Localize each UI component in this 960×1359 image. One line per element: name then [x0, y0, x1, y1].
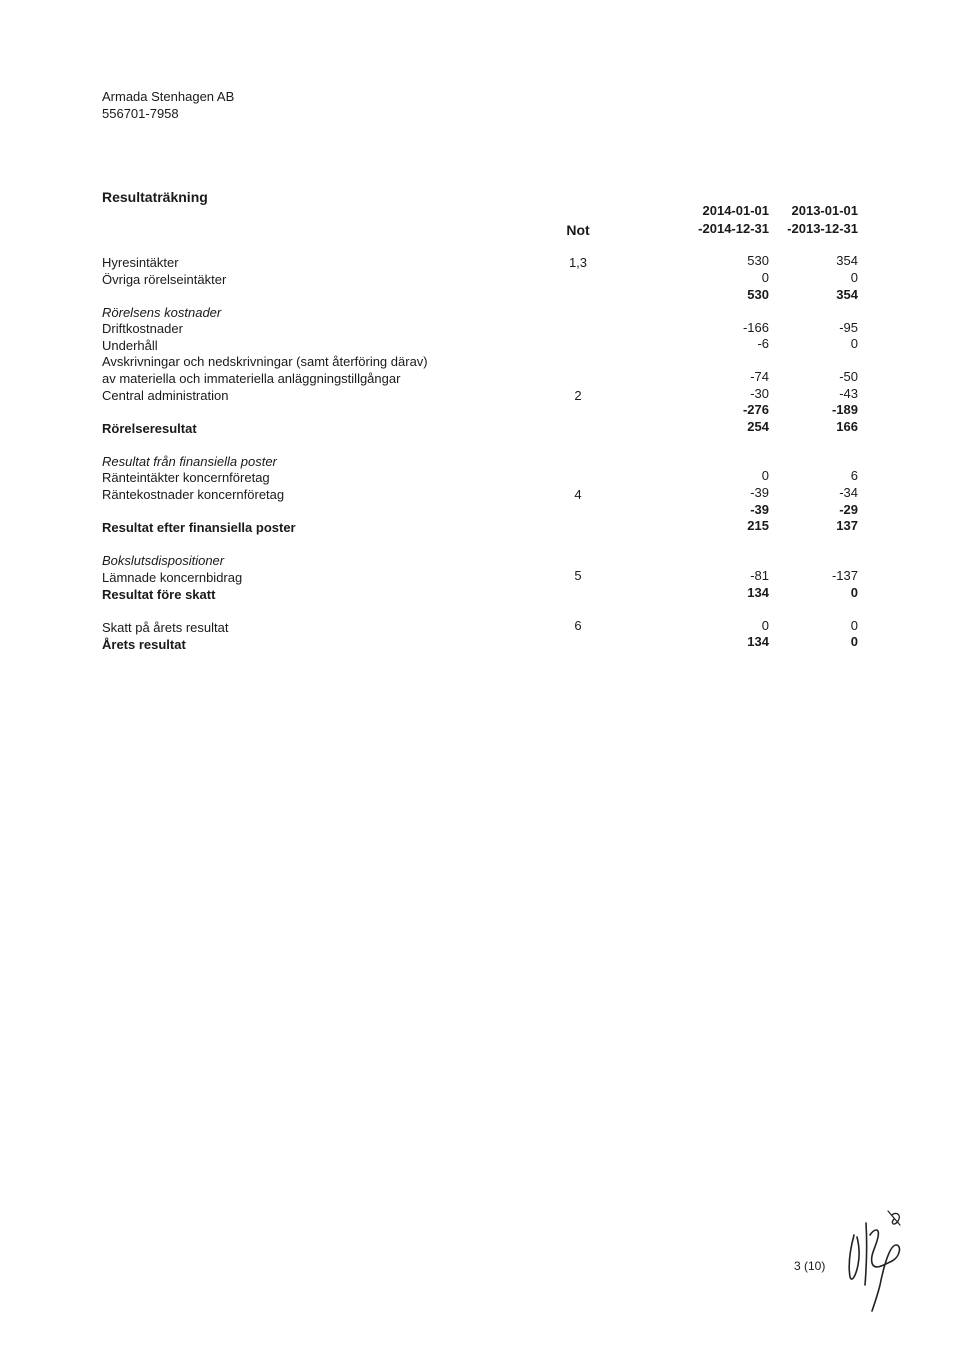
row-value-2014: 134	[747, 634, 769, 649]
row-label: Skatt på årets resultat	[102, 620, 229, 635]
period1-end: -2014-12-31	[698, 221, 769, 236]
row-note: 4	[574, 487, 582, 502]
row-label: Lämnade koncernbidrag	[102, 570, 243, 585]
section-heading: Resultat från finansiella poster	[102, 454, 277, 469]
row-value-2014: -74	[750, 369, 769, 384]
row-label: Övriga rörelseintäkter	[102, 272, 227, 287]
row-value-2013: 166	[836, 419, 858, 434]
row-label: Avskrivningar och nedskrivningar (samt återföring därav)	[102, 354, 428, 369]
row-value-2014: -81	[750, 568, 769, 583]
row-label: Ränteintäkter koncernföretag	[102, 470, 270, 485]
row-note: 5	[574, 568, 582, 583]
row-value-2013: -95	[839, 320, 858, 335]
row-value-2013: 6	[850, 468, 858, 483]
row-label: Hyresintäkter	[102, 255, 179, 270]
row-label: Årets resultat	[102, 637, 186, 652]
row-value-2013: 354	[836, 287, 858, 302]
row-value-2014: -39	[750, 502, 769, 517]
section-heading: Rörelsens kostnader	[102, 305, 222, 320]
row-value-2013: 0	[850, 270, 858, 285]
page-title: Resultaträkning	[102, 189, 208, 205]
row-value-2014: 530	[747, 287, 769, 302]
period2-start: 2013-01-01	[791, 203, 858, 218]
row-value-2013: 0	[850, 618, 858, 633]
row-value-2013: -29	[839, 502, 858, 517]
period1-start: 2014-01-01	[702, 203, 769, 218]
page-number: 3 (10)	[794, 1259, 826, 1273]
row-value-2014: 134	[747, 585, 769, 600]
row-value-2013: 0	[850, 336, 858, 351]
row-value-2013: -34	[839, 485, 858, 500]
row-label: Underhåll	[102, 338, 158, 353]
company-name: Armada Stenhagen AB	[102, 89, 235, 104]
row-value-2014: -39	[750, 485, 769, 500]
row-value-2014: 215	[747, 518, 769, 533]
row-label: Rörelseresultat	[102, 421, 197, 436]
org-number: 556701-7958	[102, 106, 179, 121]
row-note: 6	[574, 618, 582, 633]
period2-end: -2013-12-31	[787, 221, 858, 236]
row-value-2013: -50	[839, 369, 858, 384]
row-value-2014: 254	[747, 419, 769, 434]
row-value-2014: -276	[742, 402, 769, 417]
row-value-2013: 137	[836, 518, 858, 533]
row-value-2013: 0	[850, 585, 858, 600]
row-note: 2	[574, 388, 582, 403]
row-label: Resultat före skatt	[102, 587, 216, 602]
row-value-2013: 354	[836, 253, 858, 268]
row-value-2013: -43	[839, 386, 858, 401]
section-heading: Bokslutsdispositioner	[102, 553, 225, 568]
note-column-header: Not	[566, 222, 590, 238]
row-label: Resultat efter finansiella poster	[102, 520, 296, 535]
row-value-2014: 0	[761, 270, 769, 285]
signature-initials	[840, 1205, 910, 1315]
row-label: av materiella och immateriella anläggningstillgångar	[102, 371, 401, 386]
row-label: Driftkostnader	[102, 321, 183, 336]
row-value-2013: -137	[831, 568, 858, 583]
row-value-2014: -30	[750, 386, 769, 401]
row-label: Central administration	[102, 388, 229, 403]
row-value-2014: -166	[742, 320, 769, 335]
row-note: 1,3	[568, 255, 588, 270]
row-value-2014: 0	[761, 618, 769, 633]
row-label: Räntekostnader koncernföretag	[102, 487, 285, 502]
row-value-2014: 530	[747, 253, 769, 268]
row-value-2014: 0	[761, 468, 769, 483]
row-value-2013: -189	[831, 402, 858, 417]
row-value-2013: 0	[850, 634, 858, 649]
row-value-2014: -6	[757, 336, 769, 351]
